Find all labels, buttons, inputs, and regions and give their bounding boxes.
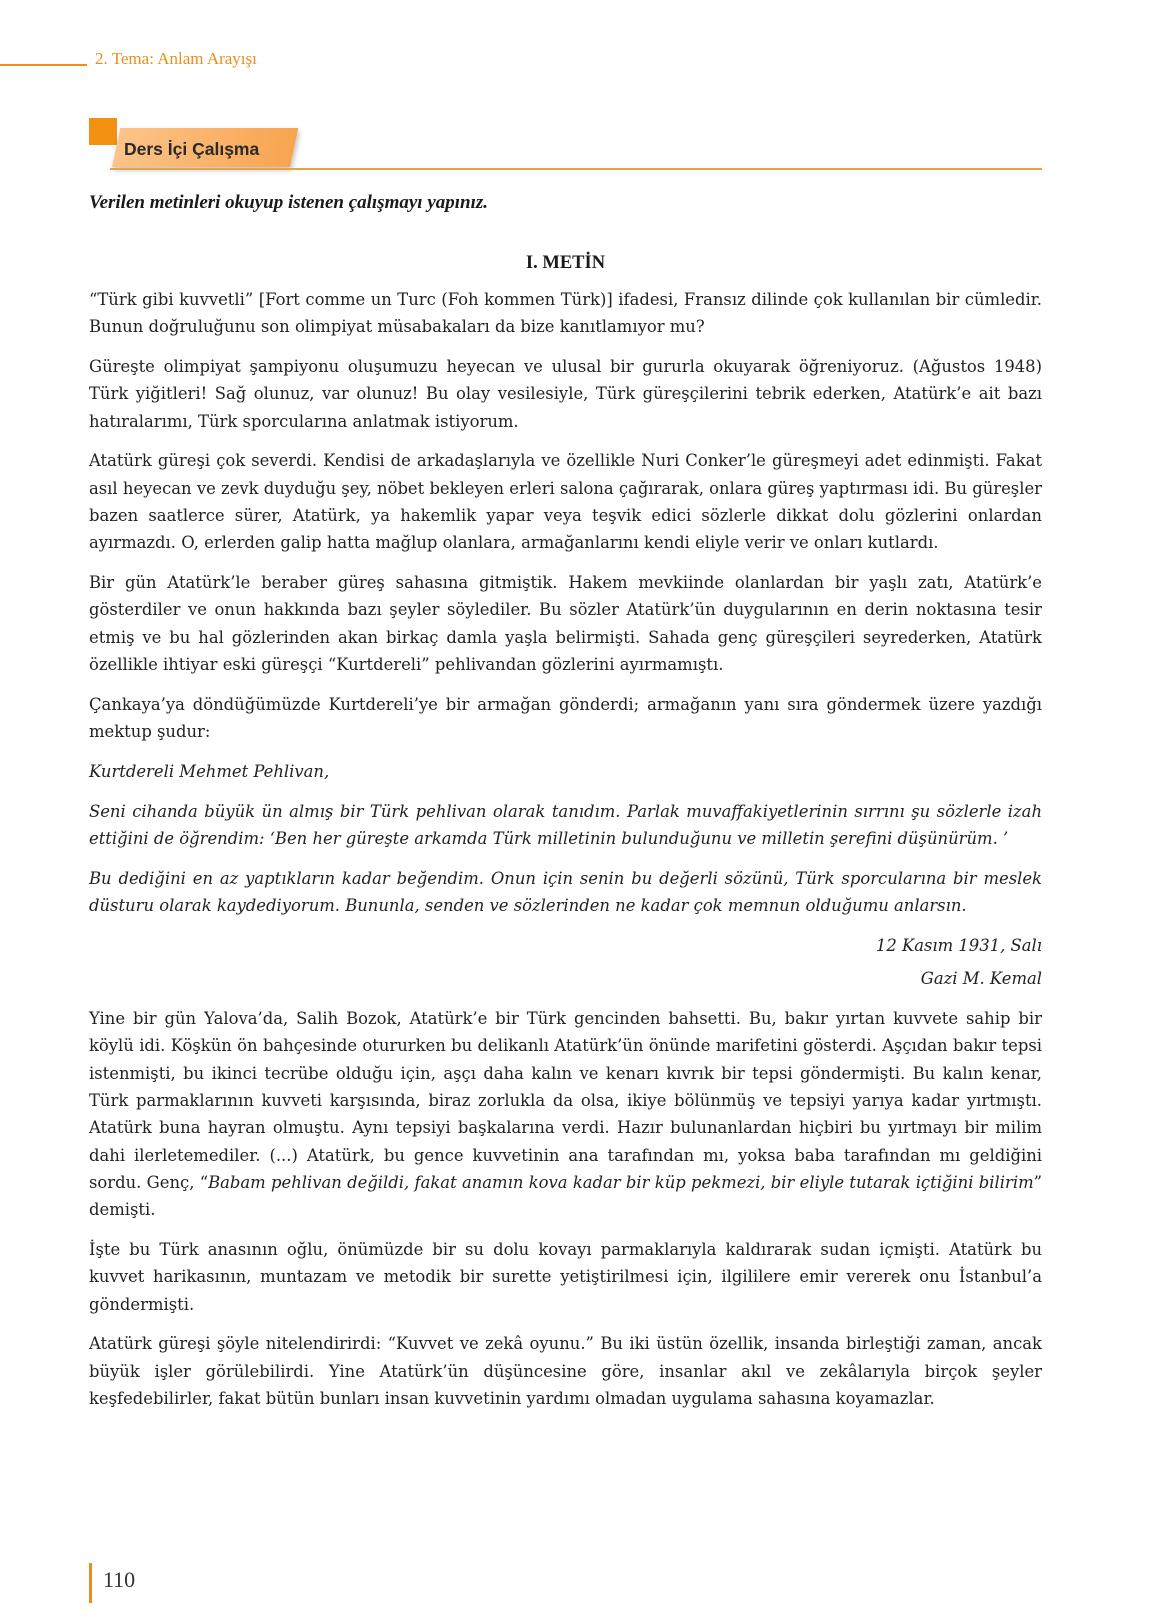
page-number: 110	[103, 1567, 136, 1592]
paragraph-2: Güreşte olimpiyat şampiyonu oluşumuzu heyecan ve ulusal bir gururla okuyarak öğreniyoruz. (Ağustos 1948) Türk yiğitleri! Sağ olunuz, var olunuz! Bu olay vesilesiyle, Türk güreşçilerini tebrik ederken, Atatürk’e ait bazı hatıralarımı, Türk sporcularına anlatmak istiyorum.	[89, 357, 1042, 431]
paragraph-3: Atatürk güreşi çok severdi. Kendisi de arkadaşlarıyla ve özellikle Nuri Conker’le güreşmeyi adet edinmişti. Fakat asıl heyecan ve zevk duyduğu şey, nöbet bekleyen erleri salona çağırarak, onlara güreş yaptırması idi. Bu güreşler bazen saatlerce sürer, Atatürk, ya hakemlik yapar veya teşvik edici sözlerle dikkat dolu gözlerini onlardan ayırmazdı. O, erlerden galip hatta mağlup olanlara, armağanlarını kendi eliyle verir ve onları kutlardı.	[89, 451, 1042, 553]
instruction-text: Verilen metinleri okuyup istenen çalışmayı yapınız.	[89, 192, 489, 213]
page-number-bar	[89, 1563, 92, 1603]
chapter-title: 2. Tema: Anlam Arayışı	[95, 49, 257, 68]
letter-paragraph-1: Seni cihanda büyük ün almış bir Türk pehlivan olarak tanıdım. Parlak muvaffakiyetlerinin sırrını şu sözlerle izah ettiğini de öğrendim: ‘Ben her güreşte arkamda Türk milletinin bulunduğunu ve milletin şerefini düşünürüm. ’	[89, 801, 1042, 849]
text-heading: I. METİN	[525, 253, 606, 273]
section-tag-square	[89, 118, 117, 145]
paragraph-5: Çankaya’ya döndüğümüzde Kurtdereli’ye bir armağan gönderdi; armağanın yanı sıra göndermek üzere yazdığı mektup şudur:	[89, 694, 1042, 742]
paragraph-4: Bir gün Atatürk’le beraber güreş sahasına gitmiştik. Hakem mevkiinde olanlardan bir yaşlı zatı, Atatürk’e gösterdiler ve onun hakkında bazı şeyler söylediler. Bu sözler Atatürk’ün duygularının en derin noktasına tesir etmiş ve bu hal gözlerinden akan birkaç damla yaşla belirmişti. Sahada genç güreşçileri seyrederken, Atatürk özellikle ihtiyar eski güreşçi “Kurtdereli” pehlivandan gözlerini ayırmamıştı.	[89, 573, 1042, 675]
letter-date: 12 Kasım 1931, Salı	[875, 935, 1042, 955]
paragraph-6-end: ” demişti.	[89, 1172, 1042, 1220]
paragraph-6-start: Yine bir gün Yalova’da, Salih Bozok, Atatürk’e bir Türk gencinden bahsetti. Bu, bakır yırtan kuvvete sahip bir köylü idi. Köşkün ön bahçesinde otururken bu delikanlı Atatürk’ün önünde marifetini gösterdi. Aşçıdan bakır tepsi istenmişti, bu ikinci tecrübe olduğu için, aşçı daha kalın ve kenarı kıvrık bir tepsi göndermişti. Bu kalın kenar, Türk parmaklarının kuvveti karşısında, biraz zorlukla da olsa, ikiye bölünmüş ve tepsiyi yarıya kadar yırtmıştı. Atatürk buna hayran olmuştu. Aynı tepsiyi başkalarına verdi. Hazır bulunanlardan hiçbiri bu yırtmayı bir milim dahi ilerletemediler. (...) Atatürk, bu gence kuvvetinin ana tarafından mı, yoksa baba tarafından mı geldiğini sordu. Genç, “	[89, 1009, 1042, 1192]
paragraph-8: Atatürk güreşi şöyle nitelendirirdi: “Kuvvet ve zekâ oyunu.” Bu iki üstün özellik, insanda birleştiği zaman, ancak büyük işler görülebilirdi. Yine Atatürk’ün düşüncesine göre, insanlar akıl ve zekâlarıyla birçok şeyler keşfedebilirler, fakat bütün bunları insan kuvvetinin yardımı olmadan uygulama sahasına koyamazlar.	[89, 1334, 1042, 1408]
paragraph-6	[89, 1005, 1042, 1223]
section-tag-label: Ders İçi Çalışma	[124, 139, 260, 159]
section-rule	[110, 168, 1042, 170]
paragraph-7: İşte bu Türk anasının oğlu, önümüzde bir su dolu kovayı parmaklarıyla kaldırarak sudan içmişti. Atatürk bu kuvvet harikasının, muntazam ve metodik bir surette yetiştirilmesi için, ilgililere emir vererek onu İstanbul’a göndermişti.	[89, 1239, 1042, 1314]
paragraph-1: “Türk gibi kuvvetli” [Fort comme un Turc (Foh kommen Türk)] ifadesi, Fransız dilinde çok kullanılan bir cümledir. Bunun doğruluğunu son olimpiyat müsabakaları da bize kanıtlamıyor mu?	[89, 290, 1042, 337]
paragraph-6-quote: Babam pehlivan değildi, fakat anamın kova kadar bir küp pekmezi, bir eliyle tutarak içtiğini bilirim	[208, 1172, 1034, 1192]
letter-signature: Gazi M. Kemal	[920, 969, 1042, 989]
reading-text	[89, 286, 1042, 1425]
header-rule	[0, 64, 87, 66]
letter-paragraph-2: Bu dediğini en az yaptıkların kadar beğendim. Onun için senin bu değerli sözünü, Türk sporcularına bir meslek düsturu olarak kaydediyorum. Bununla, senden ve sözlerinden ne kadar çok memnun olduğumu anlarsın.	[89, 868, 1042, 916]
letter-salutation: Kurtdereli Mehmet Pehlivan,	[89, 761, 330, 781]
